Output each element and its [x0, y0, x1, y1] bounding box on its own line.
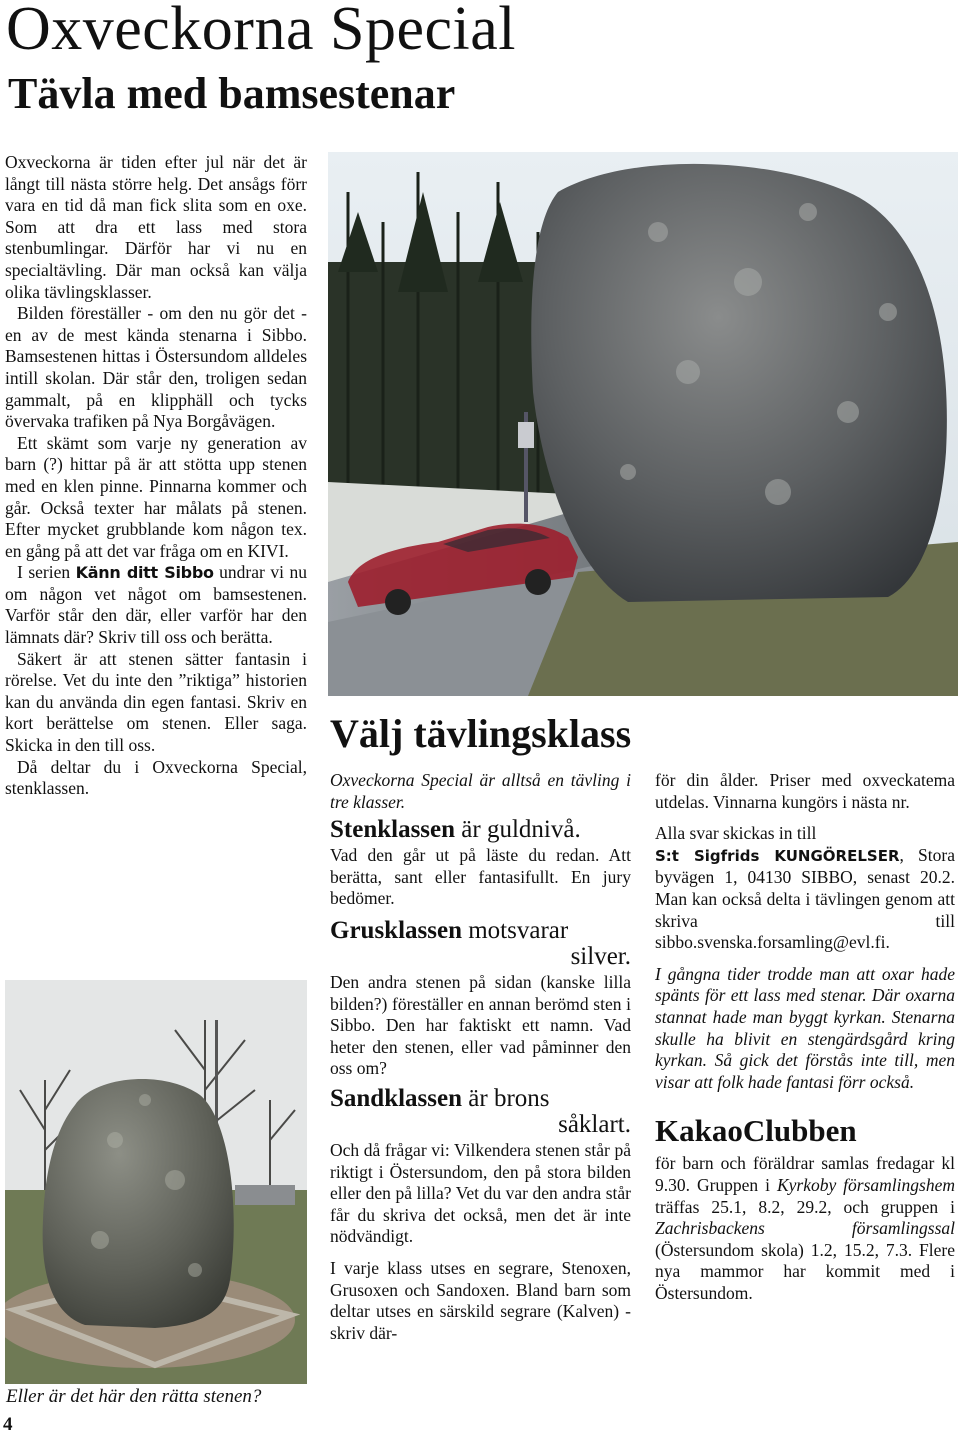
legend-paragraph: I gångna tider trodde man att oxar hade spänts för ett lass med stenar. Där oxarna stannat hade man byggt kyrkan. Stenarna skulle ha blivit en stengärdsgård kring kyrkan. Så gick det förstås inte till, men visar att folk hade fantasi förr också. [655, 963, 955, 1092]
gravel-class-level-b: silver. [570, 942, 631, 970]
stone-class-heading [330, 817, 631, 843]
submission-pre: Alla svar skickas in till [655, 823, 817, 844]
sand-class-level-a: är brons [462, 1084, 550, 1112]
kakaoclubben-heading: KakaoClubben [655, 1113, 857, 1149]
kakao-text-3: (Östersundom skola) 1.2, 15.2, 7.3. Flere nya mammor har kommit med i Östersundom. [655, 1239, 955, 1303]
sand-class-level-b: såklart. [558, 1110, 631, 1138]
sand-class-heading [330, 1086, 631, 1138]
submission-paragraph [655, 823, 955, 954]
kakao-venue-1: Kyrkoby församlingshem [776, 1174, 955, 1195]
intro-column [5, 152, 307, 800]
park-stone-image [5, 980, 307, 1384]
gravel-class-name: Grusklassen [330, 916, 462, 944]
kakao-venue-2: Zachrisbackens församlingssal [655, 1218, 955, 1239]
page-subtitle: Tävla med bamsestenar [8, 69, 456, 118]
classes-column [330, 770, 631, 1344]
kakao-text-2: träffas 25.1, 8.2, 29.2, och gruppen i [655, 1196, 955, 1217]
sand-class-name: Sandklassen [330, 1084, 463, 1112]
series-post: undrar vi nu om någon vet något om bamsestenen. Varför står den där, eller varför har den lämnats där? Skriv till oss och berätta. [5, 562, 307, 648]
prize-text: I varje klass utses en segrare, Stenoxen, Grusoxen och Sandoxen. Bland barn som deltar utses en särskild segrare (Kalven) - skriv där- [330, 1257, 631, 1343]
series-pre: I serien [17, 562, 76, 583]
prizes-paragraph: för din ålder. Priser med oxveckatema utdelas. Vinnarna kungörs i nästa nr. [655, 770, 955, 812]
section-heading: Välj tävlingsklass [330, 711, 632, 756]
intro-paragraph: Oxveckorna är tiden efter jul när det är långt till nästa större helg. Det ansågs förr vara en tid då man fick slita som en oxe. Som att dra ett lass med stora stenbumlingar. Därför har vi nu en specialtävling. Där man också kan välja olika tävlingsklasser. [5, 152, 307, 302]
page-number: 4 [3, 1414, 13, 1435]
sand-class-text: Och då frågar vi: Vilkendera stenen står på riktigt i Östersundom, den på stora bilden eller den på lilla? Vet du var den andra står får du skriva det också, men det är inte nödvändigt. [330, 1139, 631, 1247]
stone-class-level: är guldnivå. [455, 816, 581, 844]
gravel-class-heading [330, 918, 631, 970]
submission-address: , Stora byvägen 1, 04130 SIBBO, senast 20.2. Man kan också delta i tävlingen genom att skriva till sibbo.svenska.forsamling@evl.fi. [655, 844, 955, 953]
gravel-class-text: Den andra stenen på sidan (kanske lilla bilden?) föreställer en annan berömd sten i Sibbo. Den har faktiskt ett namn. Vad heter den stenen, eller vad påminner den oss om? [330, 971, 631, 1079]
series-name: Känn ditt Sibbo [75, 563, 214, 583]
stone-class-text: Vad den går ut på läste du redan. Att berätta, sant eller fantasifullt. En jury bedömer. [330, 845, 631, 909]
stone-class-name: Stenklassen [330, 816, 456, 844]
boulder-road-image [328, 152, 958, 696]
participation-paragraph: Då deltar du i Oxveckorna Special, stenklassen. [5, 756, 307, 799]
stick-joke-paragraph: Ett skämt som varje ny generation av barn (?) hittar på är att stötta upp stenen med en klen pinne. Pinnarna kommer och går. Också texter har målats på stenen. Efter mycket grubblande kom någon tex. en gång på att det var fråga om en KIVI. [5, 432, 307, 561]
gravel-class-level-a: motsvarar [461, 916, 569, 944]
kakaoclubben-text [655, 1153, 955, 1304]
page-title: Oxveckorna Special [6, 0, 516, 63]
bamsestenen-photo [328, 152, 958, 696]
kakao-text-1: för barn och föräldrar samlas fredagar kl 9.30. Gruppen i [655, 1153, 955, 1195]
fantasy-paragraph: Säkert är att stenen sätter fantasin i rörelse. Vet du inte den ”riktiga” historien kan du använda din egen fantasi. Skriv en kort berättelse om stenen. Eller saga. Skicka in den till oss. [5, 648, 307, 756]
classes-intro: Oxveckorna Special är alltså en tävling i tre klasser. [330, 770, 631, 812]
organization-name: S:t Sigfrids KUNGÖRELSER [655, 846, 900, 865]
series-paragraph [5, 562, 307, 648]
info-column [655, 770, 955, 1304]
stone-description: Bilden föreställer - om den nu gör det - en av de mest kända stenarna i Sibbo. Bamsestenen hittas i Östersundom alldeles intill skolan. Där står den, troligen sedan gammalt, på en klipphäll och tycks övervaka trafiken på Nya Borgåvägen. [5, 303, 307, 432]
second-stone-photo [5, 980, 307, 1384]
photo-caption: Eller är det här den rätta stenen? [6, 1386, 262, 1407]
